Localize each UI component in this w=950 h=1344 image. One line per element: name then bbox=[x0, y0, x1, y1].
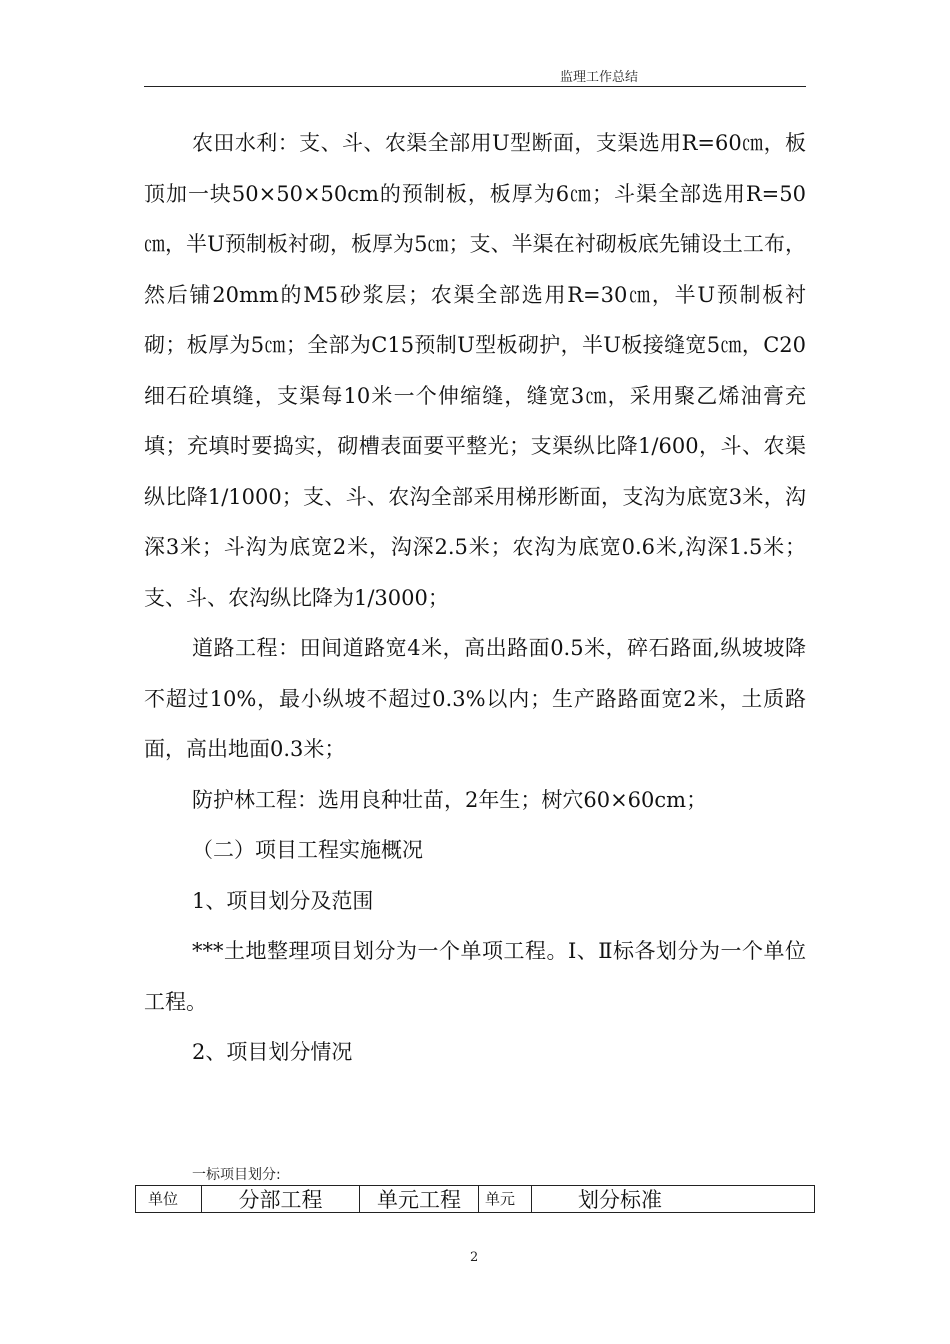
paragraph-road: 道路工程：田间道路宽4米，高出路面0.5米，碎石路面,纵坡坡降不超过10%，最小纵坡不超过0.3%以内；生产路路面宽2米，土质路面，高出地面0.3米； bbox=[144, 636, 806, 761]
table-header-unit: 单位 bbox=[136, 1186, 202, 1212]
paragraph-irrigation: 农田水利：支、斗、农渠全部用U型断面，支渠选用R=60㎝，板顶加一块50×50×50cm的预制板，板厚为6㎝；斗渠全部选用R=50㎝，半U预制板衬砌，板厚为5㎝；支、半渠在衬砌板底先铺设土工布，然后铺20mm的M5砂浆层；农渠全部选用R=30㎝，半U预制板衬砌；板厚为5㎝；全部为C15预制U型板砌护，半U板接缝宽5㎝，C20细石砼填缝，支渠每10米一个伸缩缝，缝宽3㎝，采用聚乙烯油膏充填；充填时要捣实，砌槽表面要平整光；支渠纵比降1/600，斗、农渠纵比降1/1000；支、斗、农沟全部采用梯形断面，支沟为底宽3米，沟深3米；斗沟为底宽2米，沟深2.5米；农沟为底宽0.6米,沟深1.5米；支、斗、农沟纵比降为1/3000； bbox=[144, 131, 806, 610]
division-table bbox=[135, 1185, 815, 1213]
subsection-heading-scope: 1、项目划分及范围 bbox=[192, 888, 374, 913]
header-rule bbox=[144, 86, 806, 87]
body-text bbox=[144, 118, 806, 1078]
subsection-heading-division: 2、项目划分情况 bbox=[192, 1040, 353, 1064]
paragraph-division: ***土地整理项目划分为一个单项工程。Ⅰ、Ⅱ标各划分为一个单位工程。 bbox=[144, 939, 806, 1014]
table-header-criteria: 划分标准 bbox=[578, 1188, 662, 1212]
table-header-element-short: 单元 bbox=[479, 1186, 532, 1212]
header-title: 监理工作总结 bbox=[560, 70, 639, 85]
section-heading: （二）项目工程实施概况 bbox=[192, 838, 423, 862]
page-number: 2 bbox=[470, 1250, 479, 1265]
table-header-element: 单元工程 bbox=[360, 1186, 479, 1212]
table-caption: 一标项目划分: bbox=[192, 1167, 281, 1183]
paragraph-shelterbelt: 防护林工程：选用良种壮苗，2年生；树穴60×60cm； bbox=[192, 787, 708, 812]
table-header-subproject: 分部工程 bbox=[202, 1186, 360, 1212]
